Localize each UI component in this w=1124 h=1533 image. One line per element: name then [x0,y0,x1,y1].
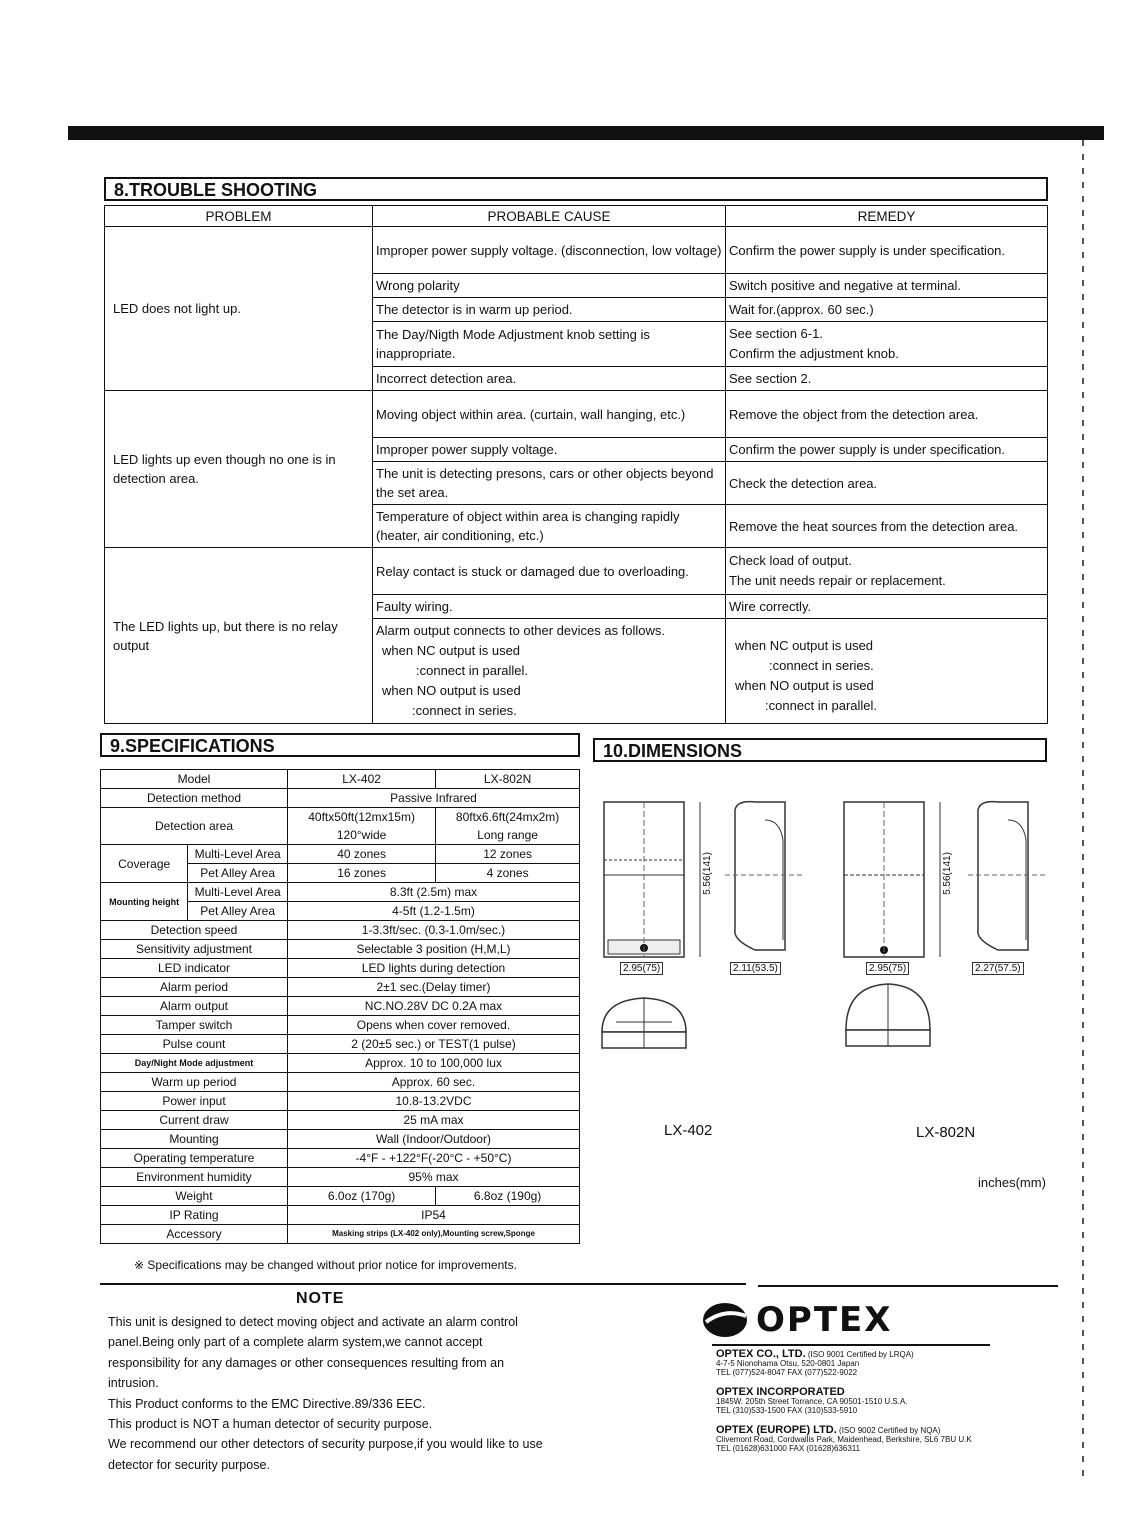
spec-value: 40ftx50ft(12mx15m) [288,808,436,827]
trouble-shooting-title [104,177,1048,201]
cause-line: when NO output is used [382,683,521,698]
problem-cell: The LED lights up, but there is no relay output [105,548,373,724]
table-row [101,1187,580,1206]
spec-value: 2±1 sec.(Delay timer) [288,978,580,997]
remedy-line: Check load of output. [729,553,852,568]
spec-value: NC.NO.28V DC 0.2A max [288,997,580,1016]
table-row [101,978,580,997]
cause-cell: Improper power supply voltage. (disconnection, low voltage) [373,227,726,274]
table-row [101,1168,580,1187]
lx802-side-view [968,800,1048,970]
note-paragraph: This unit is designed to detect moving object and activate an alarm control panel.Being only part of a complete alarm system,we cannot accept responsibility for any damages or other consequences resulting from an intrusion. [108,1315,518,1391]
logo-rule [712,1344,990,1346]
table-row [101,921,580,940]
table-row [101,883,580,902]
problem-cell: LED does not light up. [105,227,373,391]
spec-value: 95% max [288,1168,580,1187]
company-address: 4-7-5 Nionohama Otsu, 520-0801 Japan [716,1359,860,1368]
spec-label: LED indicator [101,959,288,978]
spec-value: 6.0oz (170g) [288,1187,436,1206]
cause-cell: Temperature of object within area is changing rapidly (heater, air conditioning, etc.) [373,505,726,548]
spec-label: Mounting [101,1130,288,1149]
spec-value: IP54 [288,1206,580,1225]
table-row [101,808,580,827]
company-cert: (ISO 9001 Certified by LRQA) [807,1350,914,1359]
spec-value: 80ftx6.6ft(24mx2m) [436,808,580,827]
dimensions-title [593,738,1047,762]
company-phone: TEL (01628)631000 FAX (01628)636311 [716,1444,861,1453]
lx402-depth-label: 2.11(53.5) [730,962,781,975]
remedy-line: Confirm the adjustment knob. [729,346,899,361]
trouble-shooting-table [104,205,1048,724]
spec-value: 2 (20±5 sec.) or TEST(1 pulse) [288,1035,580,1054]
spec-label: Alarm output [101,997,288,1016]
cause-line: when NC output is used [382,643,521,658]
spec-value: 4 zones [436,864,580,883]
remedy-cell: Switch positive and negative at terminal. [726,274,1048,298]
spec-label: Operating temperature [101,1149,288,1168]
remedy-cell: Remove the object from the detection area. [726,391,1048,438]
cause-cell: Incorrect detection area. [373,367,726,391]
table-row [101,1073,580,1092]
table-row [101,1054,580,1073]
lx802-width-label: 2.95(75) [866,962,909,975]
spec-label: IP Rating [101,1206,288,1225]
spec-label: Pulse count [101,1035,288,1054]
spec-value: Masking strips (LX-402 only),Mounting screw,Sponge [288,1225,580,1244]
scan-top-bar [68,126,1104,140]
lx402-width-label: 2.95(75) [620,962,663,975]
lx402-label: LX-402 [664,1122,713,1139]
lx802-label: LX-802N [916,1124,976,1141]
company-phone: TEL (310)533-1500 FAX (310)533-5910 [716,1406,858,1415]
remedy-cell: Check the detection area. [726,462,1048,505]
spec-value: 120°wide [288,826,436,845]
optex-logo-icon [700,1300,750,1340]
company-optex-japan [716,1350,914,1377]
spec-value: 4-5ft (1.2-1.5m) [288,902,580,921]
cause-cell: The unit is detecting presons, cars or other objects beyond the set area. [373,462,726,505]
dimensions-title-text: 10.DIMENSIONS [603,741,743,761]
spec-label: Current draw [101,1111,288,1130]
spec-value: 6.8oz (190g) [436,1187,580,1206]
spec-value: 40 zones [288,845,436,864]
table-row [105,548,1048,595]
header-remedy: REMEDY [726,206,1048,227]
spec-sublabel: Pet Alley Area [188,902,288,921]
note-divider-left [100,1283,746,1285]
cause-cell: Improper power supply voltage. [373,438,726,462]
remedy-line: when NO output is used [735,678,874,693]
table-row [101,845,580,864]
spec-value: 1-3.3ft/sec. (0.3-1.0m/sec.) [288,921,580,940]
table-row [105,227,1048,274]
spec-value: 16 zones [288,864,436,883]
units-label: inches(mm) [978,1175,1046,1190]
remedy-line: :connect in parallel. [765,698,878,713]
remedy-cell: See section 2. [726,367,1048,391]
problem-cell: LED lights up even though no one is in detection area. [105,391,373,548]
remedy-line: when NC output is used [735,638,874,653]
spec-sublabel: Multi-Level Area [188,845,288,864]
company-optex-europe [716,1426,972,1453]
note-divider-right [758,1285,1058,1287]
company-address: Clivemont Road, Cordwallis Park, Maidenhead, Berkshire, SL6 7BU U.K [716,1435,972,1444]
scan-right-edge [1082,140,1084,1480]
spec-value: 10.8-13.2VDC [288,1092,580,1111]
cause-line: :connect in parallel. [416,663,529,678]
table-header-row [105,206,1048,227]
note-title: NOTE [296,1290,345,1307]
lx802-height-label: 5.56(141) [941,852,953,895]
note-body [108,1312,548,1475]
spec-label: Detection method [101,789,288,808]
spec-label: Alarm period [101,978,288,997]
spec-value: Wall (Indoor/Outdoor) [288,1130,580,1149]
spec-value: LED lights during detection [288,959,580,978]
lx402-height-label: 5.56(141) [701,852,713,895]
remedy-line: :connect in series. [769,658,874,673]
spec-label: Detection area [101,808,288,845]
table-row [101,1149,580,1168]
spec-value: Approx. 60 sec. [288,1073,580,1092]
cause-line: Alarm output connects to other devices as follows. [376,623,666,638]
table-row [101,1111,580,1130]
company-name: OPTEX (EUROPE) LTD. [716,1424,837,1436]
spec-label: Accessory [101,1225,288,1244]
table-row [101,1130,580,1149]
company-name: OPTEX INCORPORATED [716,1386,845,1398]
remedy-cell: Confirm the power supply is under specification. [726,227,1048,274]
remedy-cell: Wait for.(approx. 60 sec.) [726,298,1048,322]
table-row [105,391,1048,438]
specifications-title [100,733,580,757]
spec-value: 8.3ft (2.5m) max [288,883,580,902]
lx802-depth-label: 2.27(57.5) [972,962,1024,975]
spec-value: LX-802N [436,770,580,789]
table-row [101,1225,580,1244]
note-paragraph: We recommend our other detectors of security purpose,if you would like to use detector for security purpose. [108,1437,543,1472]
remedy-cell: Wire correctly. [726,595,1048,619]
note-paragraph: This product is NOT a human detector of security purpose. [108,1417,433,1432]
spec-label: Tamper switch [101,1016,288,1035]
company-cert: (ISO 9002 Certified by NQA) [839,1426,941,1435]
remedy-cell [726,619,1048,724]
company-name: OPTEX CO., LTD. [716,1348,806,1360]
spec-sublabel: Multi-Level Area [188,883,288,902]
spec-label: Coverage [101,845,188,883]
header-problem: PROBLEM [105,206,373,227]
cause-cell: Faulty wiring. [373,595,726,619]
remedy-cell: Confirm the power supply is under specification. [726,438,1048,462]
remedy-cell: Remove the heat sources from the detection area. [726,505,1048,548]
remedy-cell [726,548,1048,595]
company-phone: TEL (077)524-8047 FAX (077)522-9022 [716,1368,858,1377]
table-row [101,770,580,789]
specifications-table [100,769,580,1244]
cause-cell: Relay contact is stuck or damaged due to overloading. [373,548,726,595]
optex-logo [700,1300,1000,1340]
lx802-bottom-view [842,980,934,1054]
spec-label: Mounting height [101,883,188,921]
spec-value: Passive Infrared [288,789,580,808]
company-address: 1845W. 205th Street Torrance, CA 90501-1510 U.S.A. [716,1397,908,1406]
cause-line: :connect in series. [412,703,517,718]
cause-cell [373,619,726,724]
note-paragraph: This Product conforms to the EMC Directive.89/336 EEC. [108,1396,426,1411]
remedy-line: The unit needs repair or replacement. [729,573,946,588]
spec-sublabel: Pet Alley Area [188,864,288,883]
specs-title-text: 9.SPECIFICATIONS [110,736,275,756]
spec-label: Model [101,770,288,789]
spec-label: Power input [101,1092,288,1111]
remedy-line: See section 6-1. [729,326,823,341]
spec-label: Environment humidity [101,1168,288,1187]
spec-label: Day/Night Mode adjustment [101,1054,288,1073]
table-row [101,1206,580,1225]
table-row [101,1016,580,1035]
spec-label: Sensitivity adjustment [101,940,288,959]
table-row [101,1092,580,1111]
table-row [101,789,580,808]
cause-cell: The Day/Nigth Mode Adjustment knob setting is inappropriate. [373,322,726,367]
spec-value: 12 zones [436,845,580,864]
spec-value: -4°F - +122°F(-20°C - +50°C) [288,1149,580,1168]
spec-label: Warm up period [101,1073,288,1092]
spec-label: Weight [101,1187,288,1206]
cause-cell: Moving object within area. (curtain, wall hanging, etc.) [373,391,726,438]
spec-value: Opens when cover removed. [288,1016,580,1035]
header-cause: PROBABLE CAUSE [373,206,726,227]
spec-value: LX-402 [288,770,436,789]
lx402-bottom-view [598,992,690,1054]
lx402-side-view [725,800,805,970]
company-optex-usa [716,1388,908,1415]
spec-footnote: ※ Specifications may be changed without prior notice for improvements. [134,1258,517,1272]
spec-value: Long range [436,826,580,845]
cause-cell: The detector is in warm up period. [373,298,726,322]
cause-cell: Wrong polarity [373,274,726,298]
table-row [101,959,580,978]
lx402-front-view [600,800,710,980]
table-row [101,997,580,1016]
spec-value: Selectable 3 position (H,M,L) [288,940,580,959]
remedy-cell [726,322,1048,367]
spec-value: Approx. 10 to 100,000 lux [288,1054,580,1073]
lx802-front-view [840,800,950,980]
spec-label: Detection speed [101,921,288,940]
trouble-title-text: 8.TROUBLE SHOOTING [114,180,318,200]
table-row [101,1035,580,1054]
spec-value: 25 mA max [288,1111,580,1130]
table-row [101,940,580,959]
optex-logo-text: OPTEX [756,1300,893,1340]
